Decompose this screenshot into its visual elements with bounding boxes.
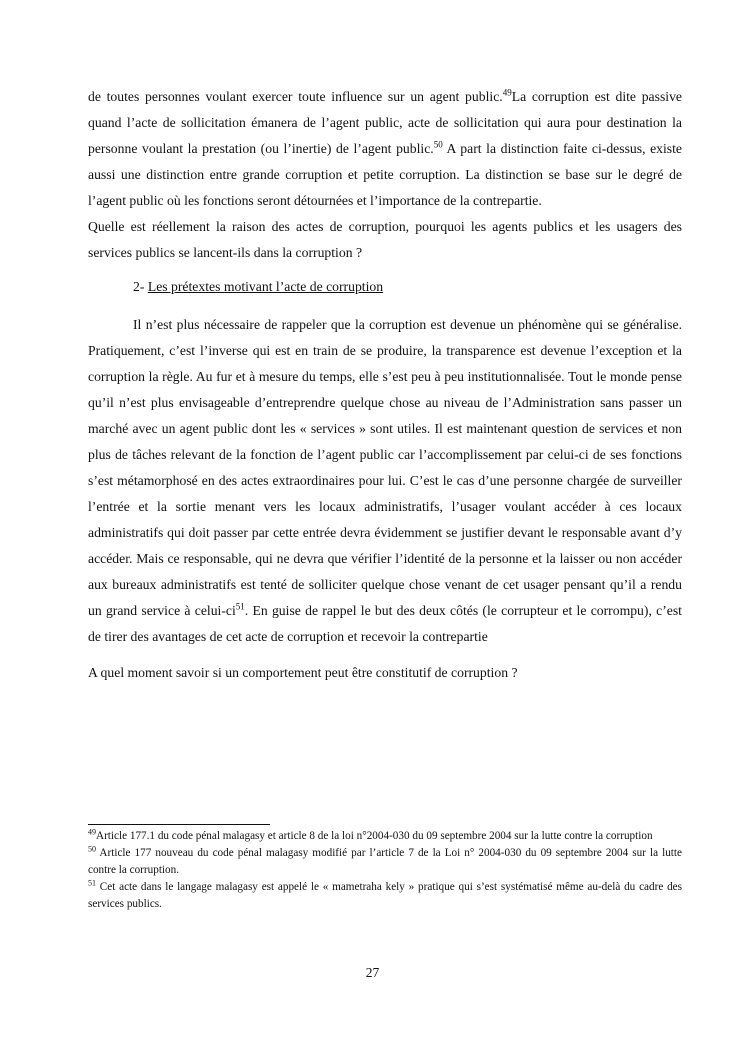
footnotes [88, 828, 682, 913]
section-number: 2- [133, 279, 148, 294]
body-text [88, 84, 682, 686]
main-paragraph: Il n’est plus nécessaire de rappeler que la corruption est devenue un phénomène qui se généralise. Pratiquement, c’est l’inverse qui est en train de se produire, la transparence est devenue l’exception et la corruption la règle. Au fur et à mesure du temps, elle s’est peu à peu institutionnalisée. Tout le monde pense qu’il n’est plus envisageable d’entreprendre quelque chose au niveau de l’Administration sans passer un marché avec un agent public dont les « services » sont utiles. Il est maintenant question de services et non plus de tâches relevant de la fonction de l’agent public car l’accomplissement par celui-ci de ses fonctions s’est métamorphosé en des actes extraordinaires pour lui. C’est le cas d’une personne chargée de surveiller l’entrée et la sortie menant vers les locaux administratifs, l’usager voulant accéder à ces locaux administratifs qui doit passer par cette entrée devra évidemment se justifier devant le responsable avant d’y accéder. Mais ce responsable, qui ne devra que vérifier l’identité de la personne et la laisser ou non accéder aux bureaux administratifs est tenté de solliciter quelque chose venant de cet usager pensant qu’il a rendu un grand service à celui-$ci^{51}$. En guise de rappel le but des deux côtés (le corrupteur et le corrompu), c’est de tirer des avantages de cet acte de corruption et recevoir la contrepartie [88, 317, 682, 644]
footnote-number: 50 [88, 844, 96, 854]
footnote-49 [88, 828, 682, 845]
footnote-ref-50[interactable]: 50 [433, 139, 443, 150]
footnote-51 [88, 879, 682, 913]
footnote-ref-51[interactable]: 51 [235, 601, 245, 612]
footnote-text: Article 177 nouveau du code pénal malagasy modifié par l’article 7 de la Loi n° 2004-030 du 09 septembre 2004 sur la lutte contre la corruption. [88, 847, 682, 876]
footnote-ref-49[interactable]: 49 [502, 87, 512, 98]
footnote-text: Cet acte dans le langage malagasy est appelé le « mametraha kely » pratique qui s’est systématisé même au-delà du cadre des services publics. [88, 881, 682, 910]
section-title: Les prétextes motivant l’acte de corruption [147, 279, 384, 294]
section-heading [88, 274, 682, 300]
footnote-number: 51 [88, 878, 96, 888]
footnote-number: 49 [88, 827, 96, 837]
footnote-separator [88, 824, 270, 825]
footnote-text: Article 177.1 du code pénal malagasy et article 8 de la loi n°2004-030 du 09 septembre 2004 sur la lutte contre la corruption [96, 830, 653, 842]
footnote-50 [88, 845, 682, 879]
closing-question: A quel moment savoir si un comportement peut être constitutif de corruption ? [88, 665, 518, 680]
page-number: 27 [365, 965, 380, 980]
question-paragraph: Quelle est réellement la raison des actes de corruption, pourquoi les agents publics et les usagers des services publics se lancent-ils dans la corruption ? [88, 219, 682, 260]
intro-paragraph: de toutes personnes voulant exercer toute influence sur un agent public.$^{49}$La corruption est dite passive quand l’acte de sollicitation émanera de l’agent public, acte de sollicitation qui aura pour destination la personne voulant la prestation (ou l’inertie) de l’agent public.$^{50}$ A part la distinction faite ci-dessus, existe aussi une distinction entre grande corruption et petite corruption. La distinction se base sur le degré de l’agent public où les fonctions seront détournées et l’importance de la contrepartie. [88, 87, 683, 208]
